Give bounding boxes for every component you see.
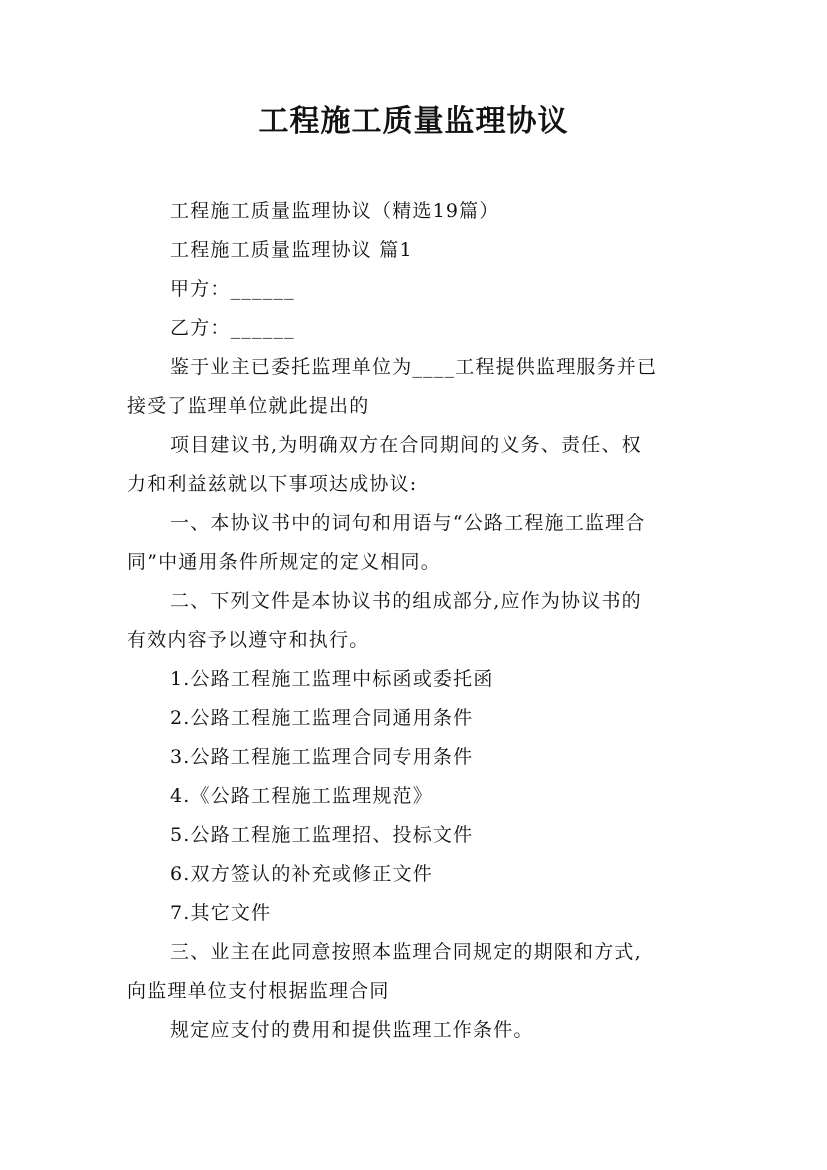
- paragraph-line: 鉴于业主已委托监理单位为____工程提供监理服务并已: [170, 356, 658, 378]
- clause-line: 规定应支付的费用和提供监理工作条件。: [170, 1019, 534, 1041]
- document-subtitle: 工程施工质量监理协议（精选19篇）: [170, 200, 500, 222]
- list-item: 5.公路工程施工监理招、投标文件: [170, 824, 474, 846]
- paragraph-line: 力和利益兹就以下事项达成协议:: [127, 473, 418, 495]
- list-item: 2.公路工程施工监理合同通用条件: [170, 707, 474, 729]
- clause-line: 同”中通用条件所规定的定义相同。: [127, 551, 441, 573]
- list-item: 4.《公路工程施工监理规范》: [170, 785, 433, 807]
- clause-line: 二、下列文件是本协议书的组成部分,应作为协议书的: [170, 590, 642, 612]
- clause-line: 一、本协议书中的词句和用语与“公路工程施工监理合: [170, 512, 646, 534]
- list-item: 3.公路工程施工监理合同专用条件: [170, 746, 474, 768]
- party-a-line: 甲方：______: [170, 278, 295, 300]
- paragraph-line: 接受了监理单位就此提出的: [127, 395, 370, 417]
- document-body: [127, 192, 703, 1050]
- list-item: 1.公路工程施工监理中标函或委托函: [170, 668, 494, 690]
- document-title: 工程施工质量监理协议: [258, 104, 569, 139]
- section-heading: 工程施工质量监理协议 篇1: [170, 239, 413, 261]
- party-b-line: 乙方：______: [170, 317, 295, 339]
- clause-line: 向监理单位支付根据监理合同: [127, 980, 390, 1002]
- list-item: 6.双方签认的补充或修正文件: [170, 863, 433, 885]
- list-item: 7.其它文件: [170, 902, 272, 924]
- clause-line: 有效内容予以遵守和执行。: [127, 629, 370, 651]
- paragraph-line: 项目建议书,为明确双方在合同期间的义务、责任、权: [170, 434, 642, 456]
- clause-line: 三、业主在此同意按照本监理合同规定的期限和方式,: [170, 941, 642, 963]
